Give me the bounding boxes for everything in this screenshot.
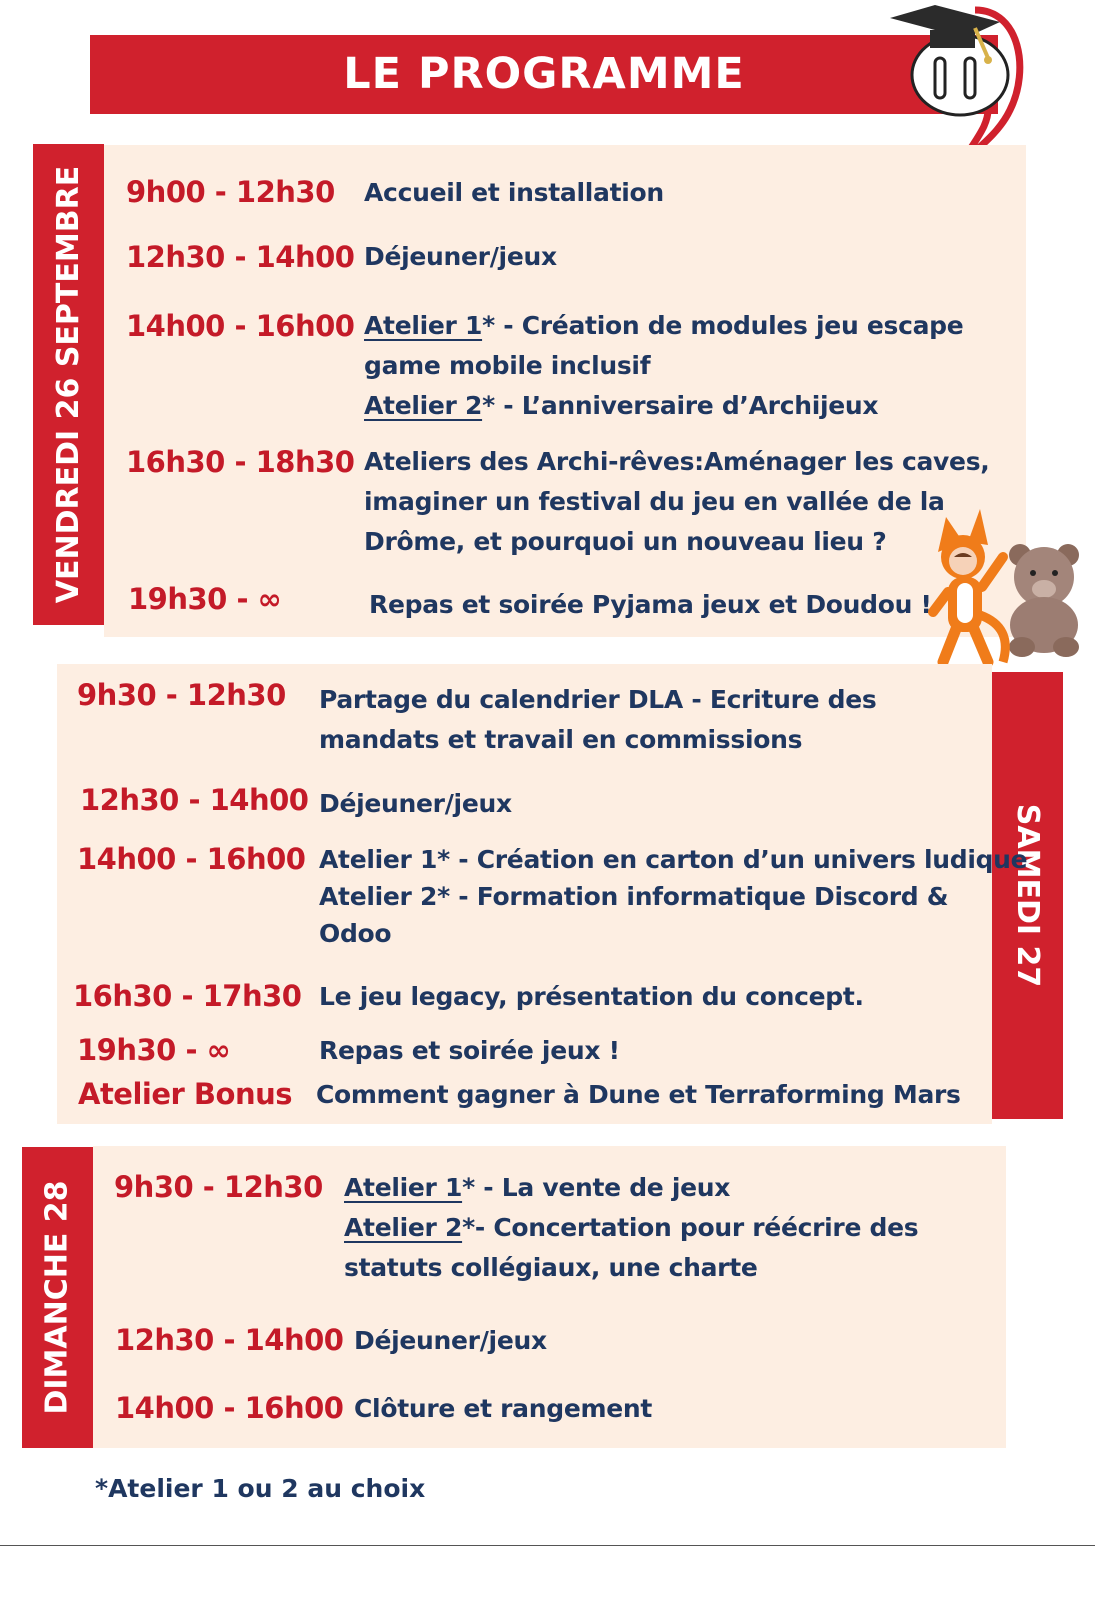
sunday-time-1: 9h30 - 12h30	[114, 1170, 323, 1204]
saturday-time-2: 12h30 - 14h00	[80, 783, 309, 817]
friday-time-2: 12h30 - 14h00	[126, 240, 355, 274]
friday-time-1: 9h00 - 12h30	[126, 175, 335, 209]
saturday-time-3: 14h00 - 16h00	[77, 842, 306, 876]
saturday-time-5: 19h30 - ∞	[77, 1033, 231, 1067]
saturday-time-1: 9h30 - 12h30	[77, 678, 286, 712]
sunday-activity-1-line-3: statuts collégiaux, une charte	[344, 1253, 758, 1282]
saturday-day-label: SAMEDI 27	[992, 672, 1063, 1119]
friday-time-4: 16h30 - 18h30	[126, 445, 355, 479]
saturday-activity-6: Comment gagner à Dune et Terraforming Mars	[316, 1080, 961, 1109]
friday-activity-4-line-3: Drôme, et pourquoi un nouveau lieu ?	[364, 527, 887, 556]
sunday-activity-2: Déjeuner/jeux	[354, 1326, 547, 1355]
page-title: LE PROGRAMME	[90, 35, 998, 114]
divider	[0, 1545, 1095, 1546]
saturday-activity-4: Le jeu legacy, présentation du concept.	[319, 982, 864, 1011]
sunday-time-3: 14h00 - 16h00	[115, 1391, 344, 1425]
friday-time-5: 19h30 - ∞	[128, 582, 282, 616]
sunday-activity-3: Clôture et rangement	[354, 1394, 653, 1423]
atelier-1-link[interactable]: Atelier 1	[344, 1173, 463, 1202]
friday-time-3: 14h00 - 16h00	[126, 309, 355, 343]
friday-activity-4-line-1: Ateliers des Archi-rêves:Aménager les caves,	[364, 447, 990, 476]
atelier-1-link[interactable]: Atelier 1	[364, 311, 483, 340]
friday-activity-3-line-1: Atelier 1* - Création de modules jeu escape	[364, 311, 964, 340]
footnote: *Atelier 1 ou 2 au choix	[95, 1474, 426, 1503]
sunday-day-label: DIMANCHE 28	[22, 1147, 93, 1448]
friday-activity-2: Déjeuner/jeux	[364, 242, 557, 271]
saturday-time-6: Atelier Bonus	[78, 1077, 293, 1111]
sunday-activity-1-line-1: Atelier 1* - La vente de jeux	[344, 1173, 731, 1202]
saturday-activity-3-line-3: Odoo	[319, 919, 392, 948]
saturday-activity-1-line-1: Partage du calendrier DLA - Ecriture des	[319, 685, 877, 714]
friday-activity-3-line-3: Atelier 2* - L’anniversaire d’Archijeux	[364, 391, 879, 420]
atelier-2-link[interactable]: Atelier 2	[364, 391, 483, 420]
saturday-activity-2: Déjeuner/jeux	[319, 789, 512, 818]
saturday-activity-3-line-1: Atelier 1* - Création en carton d’un univers ludique	[319, 845, 1028, 874]
friday-activity-3-line-2: game mobile inclusif	[364, 351, 651, 380]
friday-activity-4-line-2: imaginer un festival du jeu en vallée de la	[364, 487, 945, 516]
saturday-time-4: 16h30 - 17h30	[73, 979, 302, 1013]
saturday-activity-1-line-2: mandats et travail en commissions	[319, 725, 803, 754]
friday-activity-1: Accueil et installation	[364, 178, 664, 207]
atelier-2-link[interactable]: Atelier 2	[344, 1213, 463, 1242]
friday-day-label: VENDREDI 26 SEPTEMBRE	[33, 144, 104, 625]
fox-costume-child-and-teddy-bear-illustration	[918, 497, 1093, 682]
saturday-activity-3-line-2: Atelier 2* - Formation informatique Discord &	[319, 882, 949, 911]
saturday-activity-5: Repas et soirée jeux !	[319, 1036, 620, 1065]
sunday-activity-1-line-2: Atelier 2*- Concertation pour réécrire des	[344, 1213, 919, 1242]
friday-activity-5: Repas et soirée Pyjama jeux et Doudou !	[369, 590, 932, 619]
sunday-time-2: 12h30 - 14h00	[115, 1323, 344, 1357]
